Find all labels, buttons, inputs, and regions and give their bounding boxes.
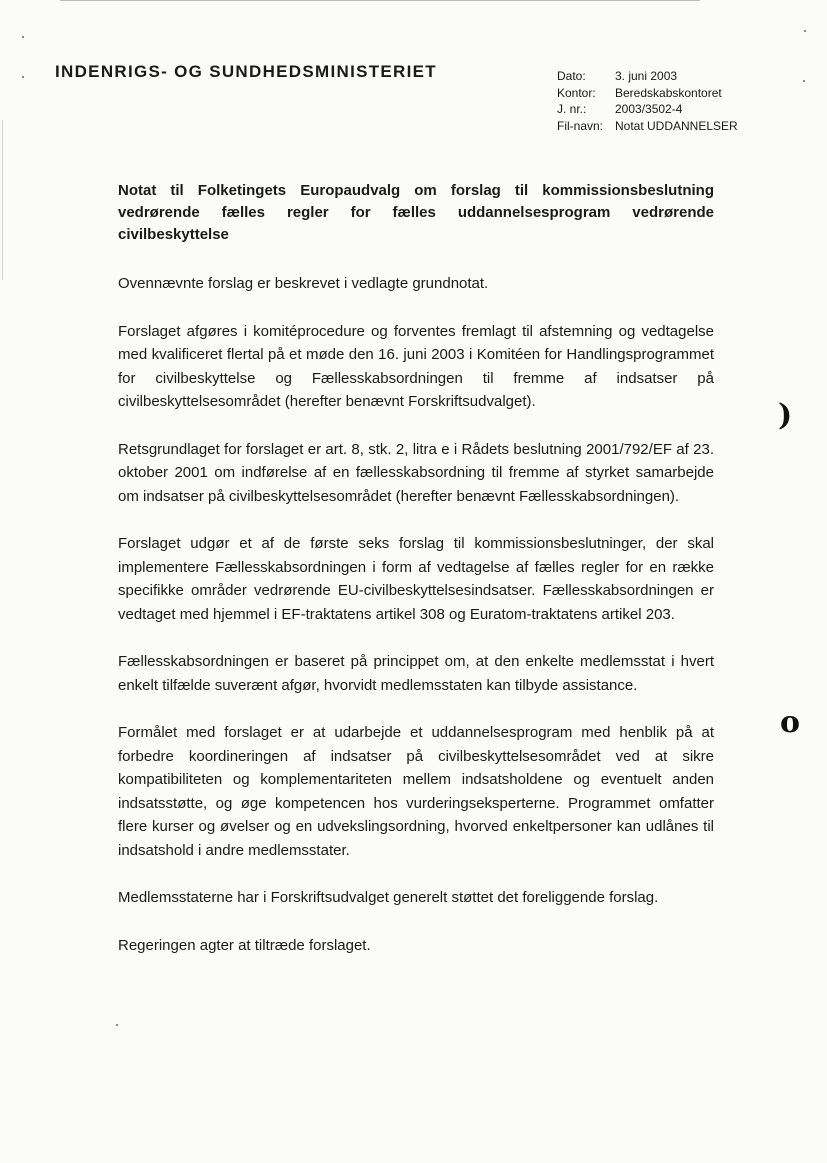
paragraph-1: Ovennævnte forslag er beskrevet i vedlagte grundnotat. (118, 275, 489, 292)
paragraph-6: Formålet med forslaget er at udarbejde et uddannelsesprogram med henblik på at forbedre koordineringen af indsatser på civilbeskyttelsesområdet ved at sikre kompatibiliteten og komplementariteten mellem indsatsholdene og eventuelt anden indsatsstøtte, og øge kompetencen hos vurderingseksperterne. Programmet omfatter flere kurser og øvelser og en udvekslingsordning, hvorved enkeltpersoner kan udlånes til indsatshold i andre medlemsstater. (118, 724, 714, 859)
document-title: Notat til Folketingets Europaudvalg om forslag til kommissionsbeslutning vedrørende fælles regler for fælles uddannelsesprogram vedrørende civilbeskyttelse (118, 182, 714, 243)
scan-edge-left (2, 120, 3, 280)
scan-edge-top (60, 0, 700, 1)
meta-journal-value: 2003/3502-4 (615, 102, 683, 116)
scan-speck (804, 30, 806, 32)
paragraph-7: Medlemsstaterne har i Forskriftsudvalget generelt støttet det foreliggende forslag. (118, 889, 659, 906)
meta-date (557, 68, 738, 85)
meta-date-value: 3. juni 2003 (615, 69, 678, 83)
document-metadata (557, 68, 738, 134)
scan-speck (116, 1024, 118, 1026)
paragraph-2: Forslaget afgøres i komitéprocedure og forventes fremlagt til afstemning og vedtagelse med kvalificeret flertal på et møde den 16. juni 2003 i Komitéen for Handlingsprogrammet for civilbeskyttelse og Fællesskabsordningen til fremme af indsatser på civilbeskyttelsesområdet (herefter benævnt Forskriftsudvalget). (118, 322, 714, 410)
meta-filename (557, 118, 738, 135)
paragraph-4: Forslaget udgør et af de første seks forslag til kommissionsbeslutninger, der skal implementere Fællesskabsordningen i form af vedtagelse af fælles regler for en række specifikke områder vedrørende EU-civilbeskyttelsesindsatser. Fællesskabsordningen er vedtaget med hjemmel i EF-traktatens artikel 308 og Euratom-traktatens artikel 203. (118, 535, 714, 623)
paragraph-3: Retsgrundlaget for forslaget er art. 8, stk. 2, litra e i Rådets beslutning 2001/792/EF af 23. oktober 2001 om indførelse af en fællesskabsordning til fremme af styrket samarbejde om indsatser på civilbeskyttelsesområdet (herefter benævnt Fællesskabsordningen). (118, 440, 714, 505)
meta-filename-value: Notat UDDANNELSER (615, 118, 738, 133)
scan-speck (22, 36, 24, 38)
scan-speck (22, 76, 24, 78)
meta-filename-label: Fil-navn: (557, 118, 604, 133)
scan-speck (803, 80, 805, 82)
punch-hole-mark-top: ) (778, 398, 793, 433)
meta-office (557, 85, 738, 102)
meta-office-value: Beredskabskontoret (615, 85, 722, 100)
meta-office-label: Kontor: (557, 85, 596, 100)
ministry-name: INDENRIGS- OG SUNDHEDSMINISTERIET (55, 62, 437, 81)
meta-journal (557, 101, 738, 118)
meta-date-label: Dato: (557, 69, 586, 83)
paragraph-5: Fællesskabsordningen er baseret på princippet om, at den enkelte medlemsstat i hvert enkelt tilfælde suverænt afgør, hvorvidt medlemsstaten kan tilbyde assistance. (118, 653, 714, 694)
document-body (118, 180, 714, 981)
meta-journal-label: J. nr.: (557, 102, 587, 116)
paragraph-8: Regeringen agter at tiltræde forslaget. (118, 936, 371, 954)
punch-hole-mark-bottom: o (780, 705, 801, 740)
